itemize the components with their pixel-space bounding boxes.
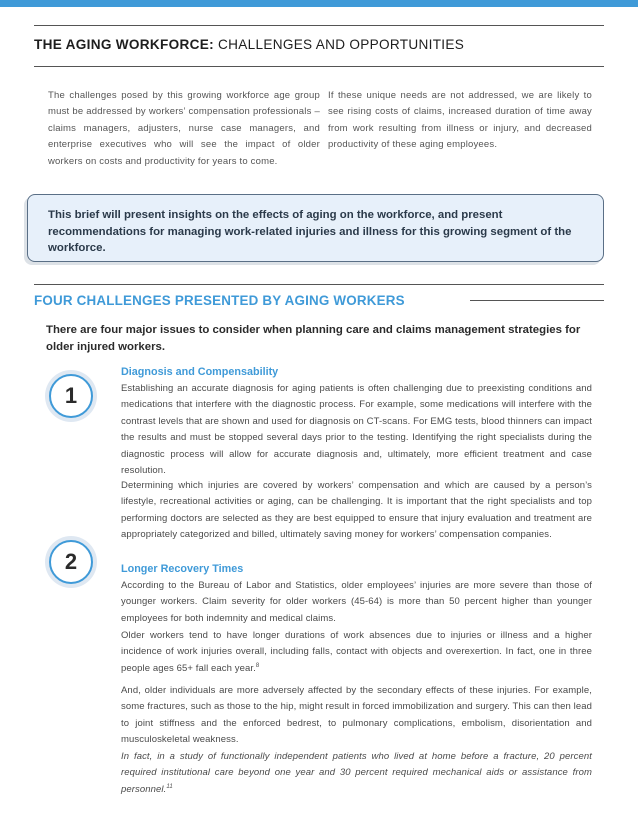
page-title-rest: CHALLENGES AND OPPORTUNITIES <box>213 37 465 52</box>
footnote-marker: 8 <box>255 662 260 669</box>
challenge-paragraph-with-footnote <box>121 749 592 798</box>
challenge-paragraph-with-footnote <box>121 628 592 677</box>
challenge-paragraph: And, older individuals are more adversely affected by the secondary effects of these injuries. For example, some fractures, such as those to the hip, might result in forced immobilization and surgery. This can then lead to joint stiffness and the enforced bedrest, to pulmonary complications, embolism, disorientation and musculoskeletal weakness. <box>121 685 592 746</box>
challenge-number-badge: 2 <box>49 540 93 584</box>
challenge-heading: Longer Recovery Times <box>121 563 244 575</box>
page-title <box>34 37 614 52</box>
challenge-paragraph: Establishing an accurate diagnosis for aging patients is often challenging due to preexisting conditions and medications that interfere with the diagnostic process. For example, some medications will interfere with the contrast levels that are shown and used for diagnosis on CT-scans. For EMG tests, blood thinners can impact the results and must be stopped several days prior to the testing. Identifying the right specialists during the diagnostic process will allow for accurate diagnosis and, ultimately, more efficient treatment and case resolution. <box>121 383 592 477</box>
title-rule-top <box>34 25 604 26</box>
intro-column-right: If these unique needs are not addressed, we are likely to see rising costs of claims, increased duration of time away from work resulting from illness or injury, and decreased productivity of these aging employees. <box>328 90 592 151</box>
summary-callout <box>27 194 604 262</box>
challenge-heading: Diagnosis and Compensability <box>121 366 279 378</box>
intro-column-left: The challenges posed by this growing workforce age group must be addressed by workers’ compensation professionals – claims managers, adjusters, nurse case managers, and enterprise executives who will see the impact of older workers on costs and productivity for years to come. <box>48 90 320 167</box>
page-title-bold: THE AGING WORKFORCE: <box>34 37 214 52</box>
challenge-paragraph-text: Older workers tend to have longer durations of work absences due to injuries or illness and a higher incidence of work injuries overall, including falls, contact with objects and overexertion. In fact, one in three people ages 65+ fall each year. <box>121 630 592 674</box>
title-rule-bottom <box>34 66 604 67</box>
challenge-paragraph: Determining which injuries are covered by workers’ compensation and which are caused by a person’s lifestyle, recreational activities or aging, can be challenging. It is important that the right specialists and top performing doctors are selected as they are best equipped to ensure that injury evaluation and treatment are appropriately categorized and billed, ultimately saving money for workers’ compensation companies. <box>121 480 592 541</box>
section-title-underline <box>470 300 604 301</box>
challenge-paragraph-text: In fact, in a study of functionally independent patients who lived at home before a fracture, 20 percent required institutional care beyond one year and 30 percent required mechanical aids or assistance from personnel. <box>121 751 592 795</box>
section-intro: There are four major issues to consider when planning care and claims management strategies for older injured workers. <box>46 324 581 353</box>
section-rule-top <box>34 284 604 285</box>
challenge-paragraph: According to the Bureau of Labor and Statistics, older employees’ injuries are more severe than those of younger workers. Claim severity for older workers (45-64) is more than 50 percent higher than younger employees for both indemnity and medical claims. <box>121 580 592 624</box>
summary-callout-text: This brief will present insights on the effects of aging on the workforce, and present recommendations for managing work-related injuries and illness for this growing segment of the workforce. <box>48 209 572 254</box>
challenge-number-badge: 1 <box>49 374 93 418</box>
top-accent-bar <box>0 0 638 7</box>
section-title: FOUR CHALLENGES PRESENTED BY AGING WORKERS <box>34 293 405 308</box>
footnote-marker: 11 <box>166 783 173 790</box>
